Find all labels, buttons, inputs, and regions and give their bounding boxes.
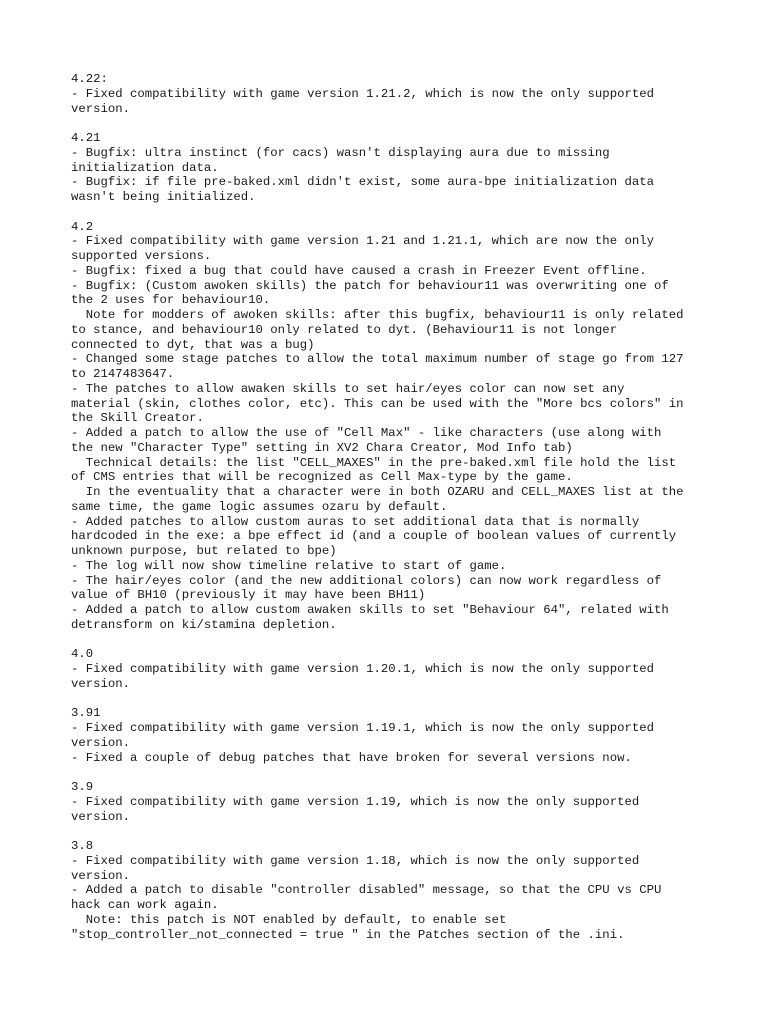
text-line: In the eventuality that a character were in both OZARU and CELL_MAXES list at the xyxy=(71,485,684,499)
text-line: 3.91 xyxy=(71,706,101,721)
text-line: of CMS entries that will be recognized as Cell Max-type by the game. xyxy=(71,470,573,485)
text-line: - Added a patch to allow the use of "Cell Max" - like characters (use along with xyxy=(71,426,662,440)
text-line: - Fixed compatibility with game version 1.21.2, which is now the only supported xyxy=(71,86,654,101)
text-line: detransform on ki/stamina depletion. xyxy=(71,617,337,632)
text-line: hardcoded in the exe: a bpe effect id (and a couple of boolean values of currently xyxy=(71,529,677,544)
text-line xyxy=(71,116,711,131)
changelog-document xyxy=(71,72,711,942)
text-line: - Bugfix: fixed a bug that could have caused a crash in Freezer Event offline. xyxy=(71,263,647,278)
text-line: Technical details: the list "CELL_MAXES" in the pre-baked.xml file hold the list xyxy=(71,455,677,470)
text-line xyxy=(71,765,711,780)
text-line: "stop_controller_not_connected = true " in the Patches section of the .ini. xyxy=(71,927,625,942)
text-line: wasn't being initialized. xyxy=(71,190,256,204)
text-line: unknown purpose, but related to bpe) xyxy=(71,544,337,558)
text-line: the Skill Creator. xyxy=(71,411,204,426)
text-line: - Added a patch to disable "controller disabled" message, so that the CPU vs CPU xyxy=(71,883,662,898)
text-line: 3.9 xyxy=(71,780,94,794)
text-line: 3.8 xyxy=(71,839,94,853)
text-line: 4.21 xyxy=(71,131,101,145)
text-line: - The patches to allow awaken skills to set hair/eyes color can now set any xyxy=(71,381,625,396)
text-line: - Fixed compatibility with game version 1.21 and 1.21.1, which are now the only xyxy=(71,234,654,249)
text-line: version. xyxy=(71,676,131,691)
text-line: to 2147483647. xyxy=(71,367,175,381)
text-line: Note for modders of awoken skills: after this bugfix, behaviour11 is only related xyxy=(71,308,684,322)
text-line: material (skin, clothes color, etc). This can be used with the "More bcs colors" in xyxy=(71,396,684,411)
text-line: version. xyxy=(71,809,131,824)
text-line: the new "Character Type" setting in XV2 Chara Creator, Mod Info tab) xyxy=(71,440,573,455)
text-line: connected to dyt, that was a bug) xyxy=(71,337,315,352)
text-line xyxy=(71,824,711,839)
text-line: to stance, and behaviour10 only related to dyt. (Behaviour11 is not longer xyxy=(71,322,618,337)
text-line: - Added a patch to allow custom awaken skills to set "Behaviour 64", related with xyxy=(71,603,669,617)
text-line: the 2 uses for behaviour10. xyxy=(71,293,271,308)
text-line: - Fixed compatibility with game version 1.19, which is now the only supported xyxy=(71,794,640,809)
text-line: supported versions. xyxy=(71,249,212,263)
text-line: Note: this patch is NOT enabled by default, to enable set xyxy=(71,912,507,927)
text-line: version. xyxy=(71,101,131,116)
text-line: - Bugfix: if file pre-baked.xml didn't exist, some aura-bpe initialization data xyxy=(71,175,654,190)
text-line: version. xyxy=(71,868,131,883)
text-line: version. xyxy=(71,735,131,750)
text-line: 4.2 xyxy=(71,219,94,234)
text-line: 4.0 xyxy=(71,647,94,662)
text-line: hack can work again. xyxy=(71,898,219,912)
text-line xyxy=(71,633,711,648)
text-line: - Fixed a couple of debug patches that have broken for several versions now. xyxy=(71,750,632,765)
text-line: - The log will now show timeline relative to start of game. xyxy=(71,558,507,573)
text-line: - Changed some stage patches to allow the total maximum number of stage go from 127 xyxy=(71,352,684,367)
text-line: initialization data. xyxy=(71,160,219,175)
text-line: - Fixed compatibility with game version 1.18, which is now the only supported xyxy=(71,853,640,868)
text-line: same time, the game logic assumes ozaru by default. xyxy=(71,499,448,514)
text-line: - The hair/eyes color (and the new additional colors) can now work regardless of xyxy=(71,573,662,588)
text-line: - Added patches to allow custom auras to set additional data that is normally xyxy=(71,514,640,529)
text-line: - Bugfix: ultra instinct (for cacs) wasn't displaying aura due to missing xyxy=(71,145,610,160)
text-line: - Fixed compatibility with game version 1.19.1, which is now the only supported xyxy=(71,721,654,735)
text-line: 4.22: xyxy=(71,72,108,86)
text-line: - Fixed compatibility with game version 1.20.1, which is now the only supported xyxy=(71,662,654,676)
text-line: value of BH10 (previously it may have been BH11) xyxy=(71,588,426,603)
text-line xyxy=(71,205,711,220)
text-line: - Bugfix: (Custom awoken skills) the patch for behaviour11 was overwriting one of xyxy=(71,278,669,293)
text-line xyxy=(71,692,711,707)
